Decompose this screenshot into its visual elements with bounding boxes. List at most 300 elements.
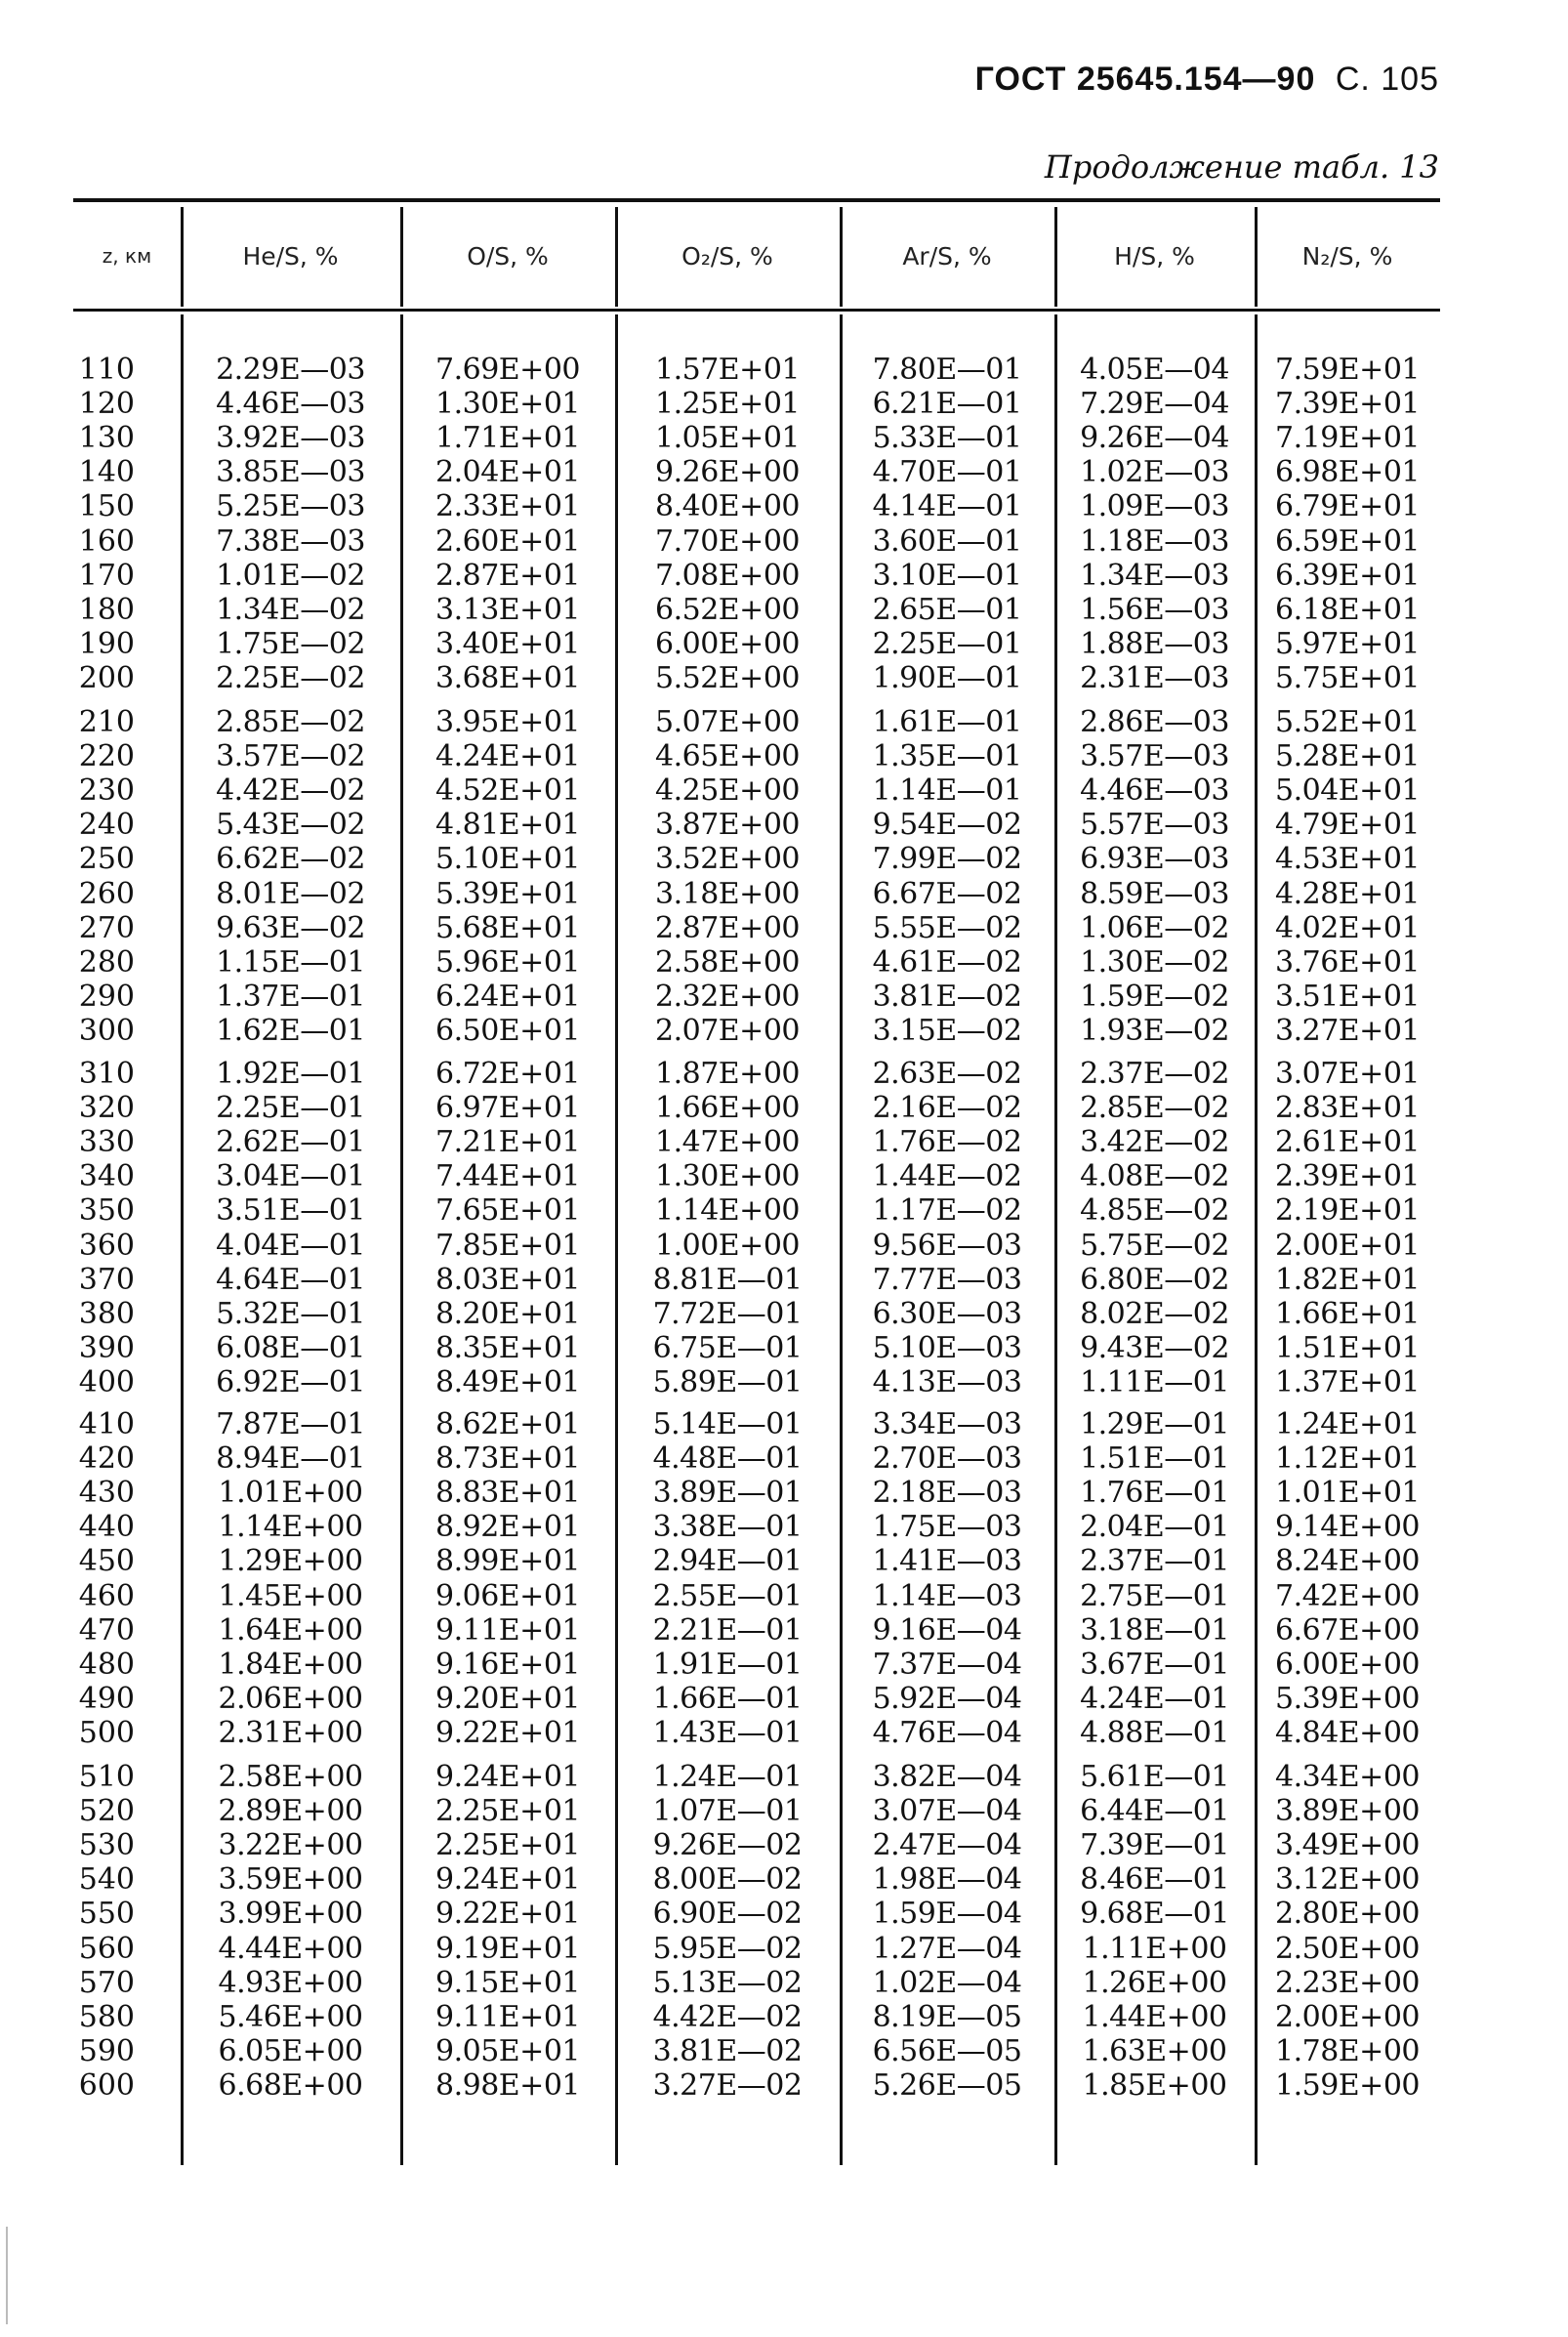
value-cell: 1.35E—01 <box>872 739 1022 774</box>
column-rule <box>400 207 403 307</box>
value-cell: 8.73E+01 <box>434 1441 580 1477</box>
value-cell: 1.14E+00 <box>654 1193 800 1229</box>
column-rule <box>615 207 618 307</box>
value-cell: 8.20E+01 <box>434 1296 580 1331</box>
value-cell: 7.21E+01 <box>434 1125 580 1160</box>
value-cell: 7.69E+00 <box>434 353 580 387</box>
altitude-cell: 400 <box>78 1364 135 1399</box>
column-header: He/S, % <box>242 241 339 271</box>
value-cell: 2.04E—01 <box>1080 1510 1229 1545</box>
value-cell: 3.87E+00 <box>654 808 800 843</box>
value-cell: 3.18E+00 <box>654 876 800 911</box>
altitude-cell: 170 <box>78 558 135 593</box>
altitude-cell: 110 <box>78 353 135 387</box>
value-cell: 3.34E—03 <box>872 1407 1022 1441</box>
value-cell: 2.65E—01 <box>872 592 1022 627</box>
altitude-cell: 370 <box>78 1262 135 1297</box>
altitude-cell: 350 <box>78 1193 135 1229</box>
value-cell: 3.40E+01 <box>434 626 580 661</box>
altitude-cell: 130 <box>78 421 135 456</box>
value-cell: 9.06E+01 <box>434 1578 580 1613</box>
value-cell: 2.31E+00 <box>218 1715 363 1750</box>
value-cell: 7.39E—01 <box>1080 1828 1229 1863</box>
value-cell: 4.24E+01 <box>434 739 580 774</box>
value-cell: 6.39E+01 <box>1274 558 1420 593</box>
value-cell: 7.77E—03 <box>872 1262 1022 1297</box>
altitude-cell: 160 <box>78 523 135 559</box>
value-cell: 1.91E—01 <box>652 1647 803 1682</box>
value-cell: 2.39E+01 <box>1274 1159 1420 1194</box>
value-cell: 1.00E+00 <box>654 1228 800 1263</box>
value-cell: 7.38E—03 <box>216 523 365 559</box>
value-cell: 1.51E+01 <box>1274 1330 1420 1365</box>
value-cell: 6.59E+01 <box>1274 523 1420 559</box>
value-cell: 4.79E+01 <box>1274 808 1420 843</box>
value-cell: 3.60E—01 <box>872 523 1022 559</box>
value-cell: 1.44E+00 <box>1082 1999 1227 2034</box>
value-cell: 1.01E+01 <box>1274 1476 1420 1511</box>
value-cell: 5.52E+00 <box>654 660 800 695</box>
value-cell: 1.06E—02 <box>1080 910 1229 945</box>
value-cell: 1.59E—02 <box>1080 979 1229 1014</box>
altitude-cell: 390 <box>78 1330 135 1365</box>
altitude-cell: 250 <box>78 842 135 877</box>
value-cell: 1.64E+00 <box>218 1612 363 1648</box>
value-cell: 3.04E—01 <box>216 1159 365 1194</box>
value-cell: 3.82E—04 <box>872 1760 1022 1794</box>
value-cell: 5.92E—04 <box>872 1681 1022 1716</box>
value-cell: 6.67E+00 <box>1274 1612 1420 1648</box>
value-cell: 6.67E—02 <box>872 876 1022 911</box>
value-cell: 5.57E—03 <box>1080 808 1229 843</box>
column-header: Ar/S, % <box>902 241 992 271</box>
value-cell: 8.35E+01 <box>434 1330 580 1365</box>
value-cell: 1.25E+01 <box>654 387 800 422</box>
value-cell: 1.76E—01 <box>1080 1476 1229 1511</box>
value-cell: 1.59E—04 <box>872 1897 1022 1932</box>
value-cell: 4.44E+00 <box>218 1931 363 1966</box>
value-cell: 9.05E+01 <box>434 2033 580 2068</box>
altitude-cell: 260 <box>78 876 135 911</box>
altitude-cell: 290 <box>78 979 135 1014</box>
value-cell: 2.04E+01 <box>434 455 580 490</box>
value-cell: 9.16E—04 <box>872 1612 1022 1648</box>
value-cell: 7.37E—04 <box>872 1647 1022 1682</box>
value-cell: 4.13E—03 <box>872 1364 1022 1399</box>
value-cell: 2.00E+00 <box>1274 1999 1420 2034</box>
value-cell: 6.56E—05 <box>872 2033 1022 2068</box>
value-cell: 3.89E—01 <box>652 1476 803 1511</box>
value-cell: 8.83E+01 <box>434 1476 580 1511</box>
value-cell: 2.94E—01 <box>652 1544 803 1579</box>
value-cell: 1.09E—03 <box>1080 489 1229 524</box>
altitude-cell: 300 <box>78 1013 135 1048</box>
value-cell: 3.27E+01 <box>1274 1013 1420 1048</box>
altitude-cell: 270 <box>78 910 135 945</box>
value-cell: 6.92E—01 <box>216 1364 365 1399</box>
value-cell: 1.84E+00 <box>218 1647 363 1682</box>
value-cell: 5.96E+01 <box>434 944 580 980</box>
value-cell: 4.64E—01 <box>216 1262 365 1297</box>
value-cell: 8.01E—02 <box>216 876 365 911</box>
value-cell: 3.15E—02 <box>872 1013 1022 1048</box>
value-cell: 8.40E+00 <box>654 489 800 524</box>
value-cell: 5.10E—03 <box>872 1330 1022 1365</box>
value-cell: 1.29E—01 <box>1080 1407 1229 1441</box>
value-cell: 2.37E—02 <box>1080 1057 1229 1091</box>
value-cell: 1.30E+00 <box>654 1159 800 1194</box>
altitude-cell: 560 <box>78 1931 135 1966</box>
column-rule <box>840 207 843 307</box>
value-cell: 7.59E+01 <box>1274 353 1420 387</box>
value-cell: 1.47E+00 <box>654 1125 800 1160</box>
value-cell: 2.31E—03 <box>1080 660 1229 695</box>
value-cell: 6.79E+01 <box>1274 489 1420 524</box>
value-cell: 6.44E—01 <box>1080 1794 1229 1829</box>
table-header-rule <box>73 309 1440 312</box>
value-cell: 3.22E+00 <box>218 1828 363 1863</box>
value-cell: 8.98E+01 <box>434 2067 580 2103</box>
value-cell: 7.80E—01 <box>872 353 1022 387</box>
value-cell: 4.70E—01 <box>872 455 1022 490</box>
value-cell: 2.89E+00 <box>218 1794 363 1829</box>
value-cell: 1.02E—03 <box>1080 455 1229 490</box>
value-cell: 9.54E—02 <box>872 808 1022 843</box>
value-cell: 5.07E+00 <box>654 705 800 739</box>
value-cell: 1.66E—01 <box>652 1681 803 1716</box>
value-cell: 1.75E—03 <box>872 1510 1022 1545</box>
value-cell: 8.94E—01 <box>216 1441 365 1477</box>
value-cell: 7.99E—02 <box>872 842 1022 877</box>
value-cell: 6.72E+01 <box>434 1057 580 1091</box>
column-header: H/S, % <box>1114 241 1195 271</box>
value-cell: 2.25E—01 <box>872 626 1022 661</box>
value-cell: 2.07E+00 <box>654 1013 800 1048</box>
column-header: z, км <box>102 244 152 268</box>
value-cell: 9.22E+01 <box>434 1715 580 1750</box>
value-cell: 7.65E+01 <box>434 1193 580 1229</box>
value-cell: 4.02E+01 <box>1274 910 1420 945</box>
value-cell: 3.52E+00 <box>654 842 800 877</box>
column-rule <box>181 314 184 2165</box>
column-rule <box>181 207 184 307</box>
value-cell: 1.30E—02 <box>1080 944 1229 980</box>
value-cell: 3.68E+01 <box>434 660 580 695</box>
value-cell: 5.52E+01 <box>1274 705 1420 739</box>
value-cell: 3.57E—03 <box>1080 739 1229 774</box>
altitude-cell: 210 <box>78 705 135 739</box>
altitude-cell: 240 <box>78 808 135 843</box>
value-cell: 3.99E+00 <box>218 1897 363 1932</box>
altitude-cell: 280 <box>78 944 135 980</box>
value-cell: 2.37E—01 <box>1080 1544 1229 1579</box>
altitude-cell: 430 <box>78 1476 135 1511</box>
value-cell: 2.61E+01 <box>1274 1125 1420 1160</box>
value-cell: 9.15E+01 <box>434 1965 580 2000</box>
value-cell: 7.08E+00 <box>654 558 800 593</box>
value-cell: 2.47E—04 <box>872 1828 1022 1863</box>
value-cell: 6.50E+01 <box>434 1013 580 1048</box>
value-cell: 4.34E+00 <box>1274 1760 1420 1794</box>
altitude-cell: 150 <box>78 489 135 524</box>
standard-number: ГОСТ 25645.154—90 <box>974 61 1316 98</box>
value-cell: 2.06E+00 <box>218 1681 363 1716</box>
value-cell: 7.70E+00 <box>654 523 800 559</box>
value-cell: 7.72E—01 <box>652 1296 803 1331</box>
value-cell: 3.81E—02 <box>872 979 1022 1014</box>
value-cell: 5.14E—01 <box>652 1407 803 1441</box>
value-cell: 6.00E+00 <box>1274 1647 1420 1682</box>
altitude-cell: 340 <box>78 1159 135 1194</box>
value-cell: 1.14E—01 <box>872 773 1022 809</box>
altitude-cell: 490 <box>78 1681 135 1716</box>
value-cell: 9.26E—04 <box>1080 421 1229 456</box>
value-cell: 9.68E—01 <box>1080 1897 1229 1932</box>
altitude-cell: 450 <box>78 1544 135 1579</box>
value-cell: 1.26E+00 <box>1082 1965 1227 2000</box>
value-cell: 2.16E—02 <box>872 1091 1022 1126</box>
value-cell: 1.45E+00 <box>218 1578 363 1613</box>
altitude-cell: 140 <box>78 455 135 490</box>
value-cell: 3.42E—02 <box>1080 1125 1229 1160</box>
value-cell: 4.81E+01 <box>434 808 580 843</box>
value-cell: 6.68E+00 <box>218 2067 363 2103</box>
value-cell: 3.51E+01 <box>1274 979 1420 1014</box>
value-cell: 2.62E—01 <box>216 1125 365 1160</box>
value-cell: 3.27E—02 <box>652 2067 803 2103</box>
altitude-cell: 200 <box>78 660 135 695</box>
value-cell: 1.37E—01 <box>216 979 365 1014</box>
altitude-cell: 410 <box>78 1407 135 1441</box>
altitude-cell: 330 <box>78 1125 135 1160</box>
value-cell: 3.51E—01 <box>216 1193 365 1229</box>
value-cell: 1.37E+01 <box>1274 1364 1420 1399</box>
value-cell: 1.11E+00 <box>1082 1931 1227 1966</box>
value-cell: 6.18E+01 <box>1274 592 1420 627</box>
value-cell: 8.00E—02 <box>652 1862 803 1898</box>
value-cell: 2.25E+01 <box>434 1794 580 1829</box>
value-cell: 4.65E+00 <box>654 739 800 774</box>
value-cell: 3.10E—01 <box>872 558 1022 593</box>
value-cell: 1.01E+00 <box>218 1476 363 1511</box>
value-cell: 1.30E+01 <box>434 387 580 422</box>
value-cell: 2.80E+00 <box>1274 1897 1420 1932</box>
value-cell: 8.49E+01 <box>434 1364 580 1399</box>
altitude-cell: 530 <box>78 1828 135 1863</box>
altitude-cell: 470 <box>78 1612 135 1648</box>
column-rule <box>840 314 843 2165</box>
value-cell: 1.88E—03 <box>1080 626 1229 661</box>
value-cell: 9.43E—02 <box>1080 1330 1229 1365</box>
value-cell: 3.18E—01 <box>1080 1612 1229 1648</box>
value-cell: 1.78E+00 <box>1274 2033 1420 2068</box>
value-cell: 2.50E+00 <box>1274 1931 1420 1966</box>
value-cell: 1.59E+00 <box>1274 2067 1420 2103</box>
altitude-cell: 500 <box>78 1715 135 1750</box>
altitude-cell: 380 <box>78 1296 135 1331</box>
value-cell: 9.26E+00 <box>654 455 800 490</box>
value-cell: 6.52E+00 <box>654 592 800 627</box>
value-cell: 2.29E—03 <box>216 353 365 387</box>
altitude-cell: 120 <box>78 387 135 422</box>
value-cell: 2.25E—02 <box>216 660 365 695</box>
page-number: С. 105 <box>1335 61 1439 98</box>
value-cell: 1.51E—01 <box>1080 1441 1229 1477</box>
value-cell: 1.87E+00 <box>654 1057 800 1091</box>
value-cell: 4.24E—01 <box>1080 1681 1229 1716</box>
value-cell: 2.00E+01 <box>1274 1228 1420 1263</box>
value-cell: 9.22E+01 <box>434 1897 580 1932</box>
value-cell: 1.18E—03 <box>1080 523 1229 559</box>
value-cell: 4.25E+00 <box>654 773 800 809</box>
value-cell: 8.92E+01 <box>434 1510 580 1545</box>
value-cell: 7.85E+01 <box>434 1228 580 1263</box>
value-cell: 2.19E+01 <box>1274 1193 1420 1229</box>
value-cell: 1.82E+01 <box>1274 1262 1420 1297</box>
value-cell: 1.63E+00 <box>1082 2033 1227 2068</box>
value-cell: 4.08E—02 <box>1080 1159 1229 1194</box>
altitude-cell: 220 <box>78 739 135 774</box>
value-cell: 1.98E—04 <box>872 1862 1022 1898</box>
value-cell: 8.81E—01 <box>652 1262 803 1297</box>
value-cell: 1.56E—03 <box>1080 592 1229 627</box>
value-cell: 7.29E—04 <box>1080 387 1229 422</box>
altitude-cell: 510 <box>78 1760 135 1794</box>
value-cell: 5.68E+01 <box>434 910 580 945</box>
column-rule <box>1255 207 1258 307</box>
table-top-rule <box>73 198 1440 202</box>
value-cell: 5.33E—01 <box>872 421 1022 456</box>
value-cell: 5.89E—01 <box>652 1364 803 1399</box>
value-cell: 5.46E+00 <box>218 1999 363 2034</box>
value-cell: 5.10E+01 <box>434 842 580 877</box>
value-cell: 2.32E+00 <box>654 979 800 1014</box>
value-cell: 1.44E—02 <box>872 1159 1022 1194</box>
value-cell: 4.88E—01 <box>1080 1715 1229 1750</box>
table-caption: Продолжение табл. 13 <box>1044 148 1439 186</box>
value-cell: 6.21E—01 <box>872 387 1022 422</box>
value-cell: 6.97E+01 <box>434 1091 580 1126</box>
value-cell: 3.81E—02 <box>652 2033 803 2068</box>
value-cell: 8.62E+01 <box>434 1407 580 1441</box>
value-cell: 5.97E+01 <box>1274 626 1420 661</box>
column-rule <box>400 314 403 2165</box>
value-cell: 2.87E+00 <box>654 910 800 945</box>
value-cell: 4.84E+00 <box>1274 1715 1420 1750</box>
value-cell: 7.87E—01 <box>216 1407 365 1441</box>
value-cell: 4.85E—02 <box>1080 1193 1229 1229</box>
value-cell: 2.87E+01 <box>434 558 580 593</box>
value-cell: 4.93E+00 <box>218 1965 363 2000</box>
value-cell: 6.75E—01 <box>652 1330 803 1365</box>
value-cell: 4.76E—04 <box>872 1715 1022 1750</box>
value-cell: 2.21E—01 <box>652 1612 803 1648</box>
column-rule <box>1054 314 1057 2165</box>
value-cell: 1.90E—01 <box>872 660 1022 695</box>
value-cell: 1.17E—02 <box>872 1193 1022 1229</box>
column-rule <box>1054 207 1057 307</box>
value-cell: 4.28E+01 <box>1274 876 1420 911</box>
value-cell: 1.92E—01 <box>216 1057 365 1091</box>
value-cell: 6.30E—03 <box>872 1296 1022 1331</box>
value-cell: 3.13E+01 <box>434 592 580 627</box>
value-cell: 3.38E—01 <box>652 1510 803 1545</box>
value-cell: 8.02E—02 <box>1080 1296 1229 1331</box>
value-cell: 9.11E+01 <box>434 1612 580 1648</box>
altitude-cell: 550 <box>78 1897 135 1932</box>
value-cell: 6.98E+01 <box>1274 455 1420 490</box>
altitude-cell: 460 <box>78 1578 135 1613</box>
value-cell: 2.58E+00 <box>654 944 800 980</box>
value-cell: 3.49E+00 <box>1274 1828 1420 1863</box>
value-cell: 5.28E+01 <box>1274 739 1420 774</box>
value-cell: 2.70E—03 <box>872 1441 1022 1477</box>
value-cell: 3.07E—04 <box>872 1794 1022 1829</box>
value-cell: 5.25E—03 <box>216 489 365 524</box>
value-cell: 3.89E+00 <box>1274 1794 1420 1829</box>
value-cell: 7.19E+01 <box>1274 421 1420 456</box>
value-cell: 2.33E+01 <box>434 489 580 524</box>
value-cell: 2.25E+01 <box>434 1828 580 1863</box>
value-cell: 5.32E—01 <box>216 1296 365 1331</box>
value-cell: 1.15E—01 <box>216 944 365 980</box>
value-cell: 1.07E—01 <box>652 1794 803 1829</box>
value-cell: 4.53E+01 <box>1274 842 1420 877</box>
value-cell: 1.24E+01 <box>1274 1407 1420 1441</box>
altitude-cell: 320 <box>78 1091 135 1126</box>
value-cell: 2.58E+00 <box>218 1760 363 1794</box>
value-cell: 1.05E+01 <box>654 421 800 456</box>
value-cell: 1.66E+01 <box>1274 1296 1420 1331</box>
value-cell: 2.18E—03 <box>872 1476 1022 1511</box>
column-header: O/S, % <box>467 241 549 271</box>
value-cell: 3.92E—03 <box>216 421 365 456</box>
value-cell: 1.57E+01 <box>654 353 800 387</box>
value-cell: 4.04E—01 <box>216 1228 365 1263</box>
value-cell: 1.61E—01 <box>872 705 1022 739</box>
value-cell: 1.41E—03 <box>872 1544 1022 1579</box>
value-cell: 3.95E+01 <box>434 705 580 739</box>
value-cell: 3.57E—02 <box>216 739 365 774</box>
value-cell: 4.46E—03 <box>1080 773 1229 809</box>
value-cell: 2.85E—02 <box>216 705 365 739</box>
value-cell: 3.76E+01 <box>1274 944 1420 980</box>
value-cell: 3.07E+01 <box>1274 1057 1420 1091</box>
value-cell: 4.46E—03 <box>216 387 365 422</box>
value-cell: 1.12E+01 <box>1274 1441 1420 1477</box>
value-cell: 2.75E—01 <box>1080 1578 1229 1613</box>
value-cell: 7.39E+01 <box>1274 387 1420 422</box>
value-cell: 8.19E—05 <box>872 1999 1022 2034</box>
value-cell: 8.59E—03 <box>1080 876 1229 911</box>
column-rule <box>615 314 618 2165</box>
value-cell: 2.25E—01 <box>216 1091 365 1126</box>
value-cell: 3.67E—01 <box>1080 1647 1229 1682</box>
value-cell: 1.29E+00 <box>218 1544 363 1579</box>
value-cell: 1.34E—02 <box>216 592 365 627</box>
value-cell: 6.80E—02 <box>1080 1262 1229 1297</box>
altitude-cell: 540 <box>78 1862 135 1898</box>
value-cell: 1.62E—01 <box>216 1013 365 1048</box>
value-cell: 6.62E—02 <box>216 842 365 877</box>
altitude-cell: 440 <box>78 1510 135 1545</box>
value-cell: 2.86E—03 <box>1080 705 1229 739</box>
value-cell: 8.03E+01 <box>434 1262 580 1297</box>
value-cell: 6.05E+00 <box>218 2033 363 2068</box>
value-cell: 2.23E+00 <box>1274 1965 1420 2000</box>
value-cell: 5.26E—05 <box>872 2067 1022 2103</box>
value-cell: 8.46E—01 <box>1080 1862 1229 1898</box>
